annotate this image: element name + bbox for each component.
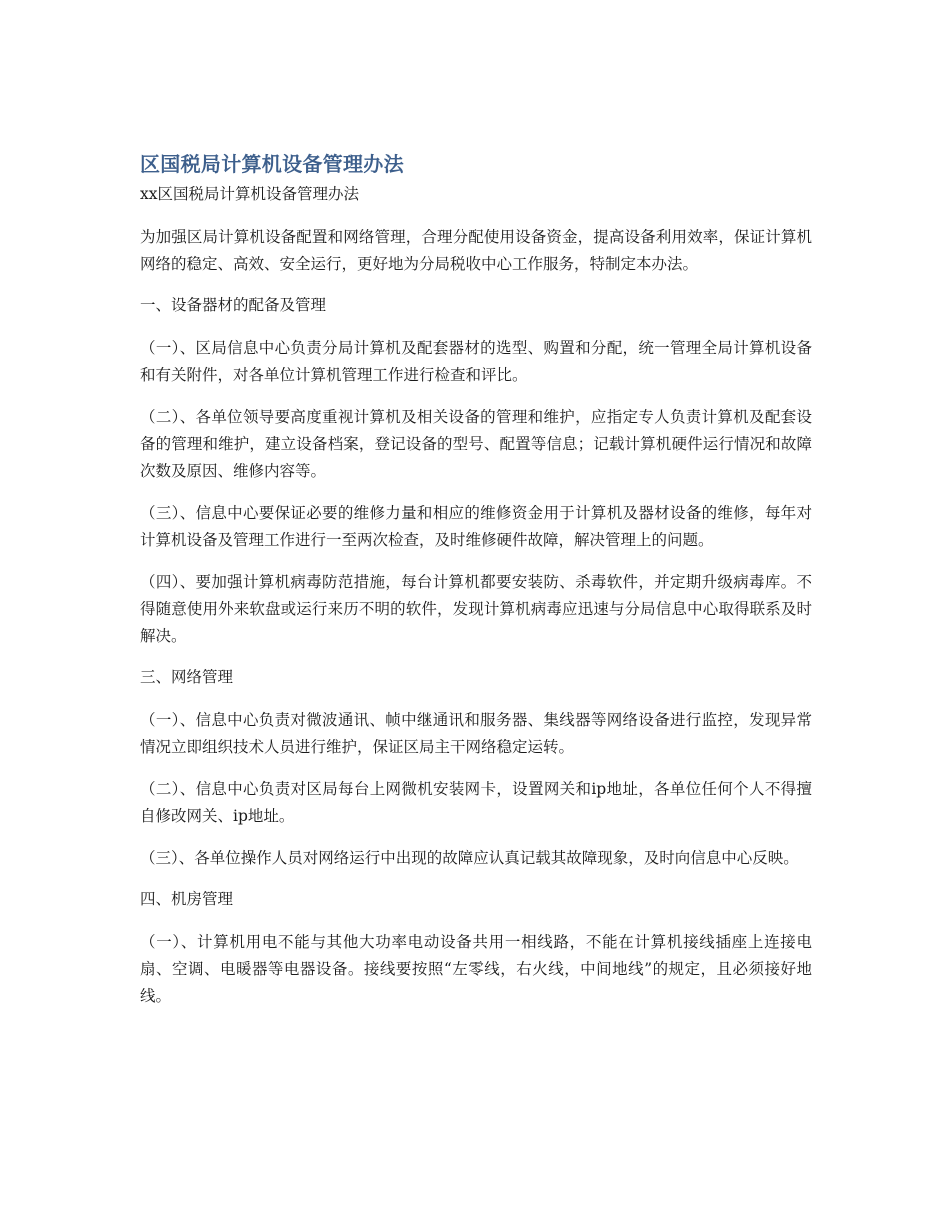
intro-paragraph: 为加强区局计算机设备配置和网络管理，合理分配使用设备资金，提高设备利用效率，保证计算机网络的稳定、高效、安全运行，更好地为分局税收中心工作服务，特制定本办法。: [140, 228, 812, 273]
paragraph: （二）、信息中心负责对区局每台上网微机安装网卡，设置网关和ip地址，各单位任何个人不得擅自修改网关、ip地址。: [140, 780, 812, 825]
section-heading-equipment: 一、设备器材的配备及管理: [140, 296, 327, 314]
document-page: [140, 150, 812, 1025]
paragraph: （一）、区局信息中心负责分局计算机及配套器材的选型、购置和分配，统一管理全局计算机设备和有关附件，对各单位计算机管理工作进行检查和评比。: [140, 339, 812, 384]
section-heading-machine-room: 四、机房管理: [140, 890, 234, 908]
paragraph: （二）、各单位领导要高度重视计算机及相关设备的管理和维护，应指定专人负责计算机及配套设备的管理和维护，建立设备档案，登记设备的型号、配置等信息；记载计算机硬件运行情况和故障次数及原因、维修内容等。: [140, 408, 812, 480]
paragraph: （一）、计算机用电不能与其他大功率电动设备共用一相线路，不能在计算机接线插座上连接电扇、空调、电暖器等电器设备。接线要按照“左零线，右火线，中间地线”的规定，且必须接好地线。: [140, 933, 812, 1005]
paragraph: （一）、信息中心负责对微波通讯、帧中继通讯和服务器、集线器等网络设备进行监控，发现异常情况立即组织技术人员进行维护，保证区局主干网络稳定运转。: [140, 711, 812, 756]
paragraph: （四）、要加强计算机病毒防范措施，每台计算机都要安装防、杀毒软件，并定期升级病毒库。不得随意使用外来软盘或运行来历不明的软件，发现计算机病毒应迅速与分局信息中心取得联系及时解决。: [140, 573, 812, 645]
paragraph: （三）、信息中心要保证必要的维修力量和相应的维修资金用于计算机及器材设备的维修，每年对计算机设备及管理工作进行一至两次检查，及时维修硬件故障，解决管理上的问题。: [140, 504, 812, 549]
paragraph: （三）、各单位操作人员对网络运行中出现的故障应认真记载其故障现象，及时向信息中心反映。: [140, 849, 799, 867]
document-title: 区国税局计算机设备管理办法: [140, 152, 404, 176]
document-subtitle: xx区国税局计算机设备管理办法: [140, 185, 359, 203]
section-heading-network: 三、网络管理: [140, 668, 234, 686]
